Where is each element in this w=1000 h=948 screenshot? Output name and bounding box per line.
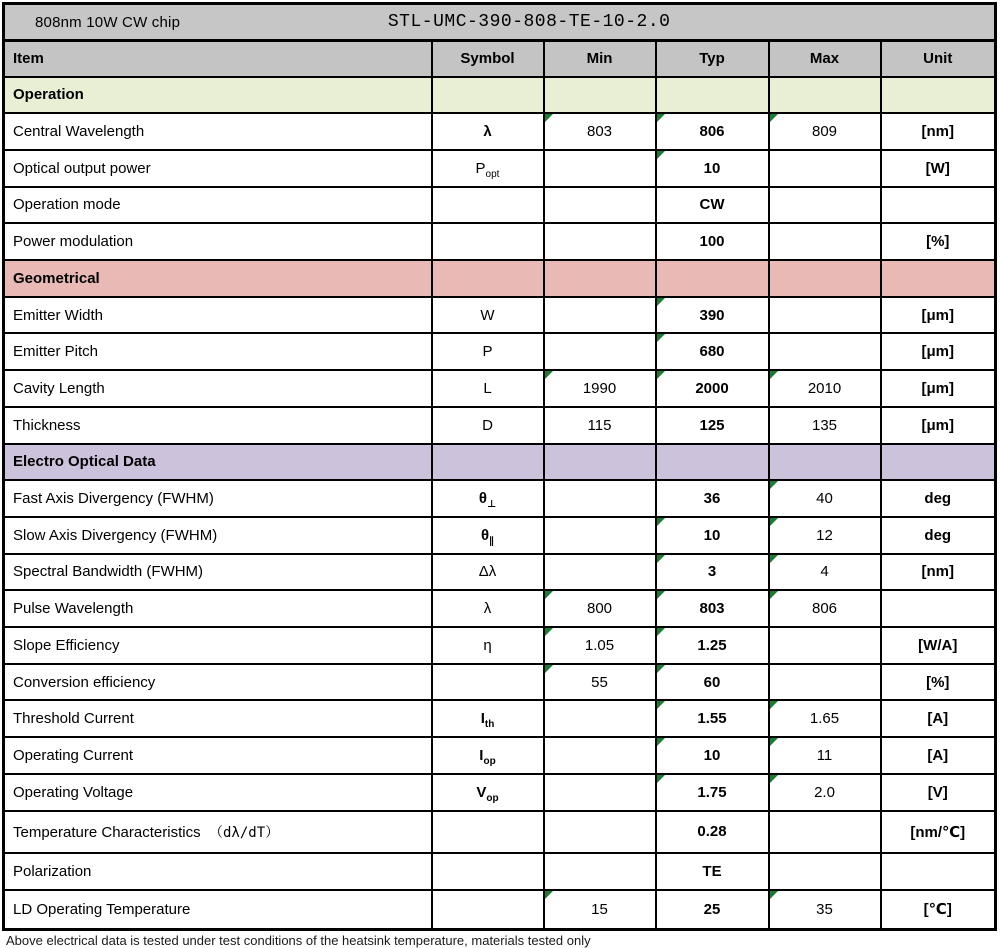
section-row-electro-optical-data [4, 444, 996, 481]
cell-unit: [℃] [881, 890, 996, 930]
cell-flag-triangle-icon [657, 151, 665, 159]
table-row [4, 223, 996, 260]
cell-item: Central Wavelength [4, 113, 432, 150]
table-row [4, 480, 996, 517]
section-cell [769, 77, 881, 114]
cell-item: Spectral Bandwidth (FWHM) [4, 554, 432, 591]
cell-typ: 100 [656, 223, 769, 260]
cell-min: 800 [544, 590, 656, 627]
cell-flag-triangle-icon [657, 114, 665, 122]
column-header-typ: Typ [656, 41, 769, 77]
cell-item: Optical output power [4, 150, 432, 187]
cell-min [544, 150, 656, 187]
column-header-row [4, 41, 996, 77]
cell-flag-triangle-icon [657, 665, 665, 673]
cell-typ: 1.25 [656, 627, 769, 664]
cell-max [769, 627, 881, 664]
cell-item: Polarization [4, 853, 432, 890]
section-cell [769, 444, 881, 481]
section-cell [769, 260, 881, 297]
cell-max [769, 297, 881, 334]
product-name: 808nm 10W CW chip [35, 13, 181, 31]
cell-min [544, 517, 656, 554]
table-row [4, 150, 996, 187]
section-label: Electro Optical Data [4, 444, 432, 481]
section-cell [432, 260, 544, 297]
cell-max [769, 333, 881, 370]
cell-symbol: $P_{opt}$ [432, 150, 544, 187]
cell-min [544, 853, 656, 890]
cell-min [544, 554, 656, 591]
section-cell [544, 444, 656, 481]
cell-max [769, 853, 881, 890]
cell-symbol: $V_{op}$ [432, 774, 544, 811]
cell-symbol: λ [432, 113, 544, 150]
table-row [4, 590, 996, 627]
cell-item: Power modulation [4, 223, 432, 260]
footnote-partial: Above electrical data is tested under test conditions of the heatsink temperature, materials tested only [6, 933, 591, 948]
cell-unit [881, 590, 996, 627]
cell-min [544, 774, 656, 811]
cell-min: 803 [544, 113, 656, 150]
cell-symbol [432, 664, 544, 701]
cell-max: 2.0 [769, 774, 881, 811]
cell-typ: TE [656, 853, 769, 890]
section-cell [656, 77, 769, 114]
table-row [4, 890, 996, 930]
cell-symbol: $I_{op}$ [432, 737, 544, 774]
cell-unit: [W] [881, 150, 996, 187]
cell-flag-triangle-icon [545, 891, 553, 899]
column-header-unit: Unit [881, 41, 996, 77]
cell-symbol: $I_{th}$ [432, 700, 544, 737]
cell-flag-triangle-icon [657, 371, 665, 379]
cell-max: 11 [769, 737, 881, 774]
cell-flag-triangle-icon [545, 665, 553, 673]
cell-typ: 60 [656, 664, 769, 701]
cell-typ: 680 [656, 333, 769, 370]
cell-item: Cavity Length [4, 370, 432, 407]
cell-item: Thickness [4, 407, 432, 444]
table-row [4, 297, 996, 334]
cell-min [544, 333, 656, 370]
cell-min [544, 223, 656, 260]
cell-typ: 2000 [656, 370, 769, 407]
cell-flag-triangle-icon [545, 628, 553, 636]
table-row [4, 113, 996, 150]
cell-symbol [432, 890, 544, 930]
cell-max: 2010 [769, 370, 881, 407]
cell-flag-triangle-icon [770, 591, 778, 599]
cell-symbol [432, 853, 544, 890]
cell-unit: [A] [881, 737, 996, 774]
column-header-item: Item [4, 41, 432, 77]
cell-min: 1.05 [544, 627, 656, 664]
cell-flag-triangle-icon [770, 738, 778, 746]
column-header-max: Max [769, 41, 881, 77]
cell-symbol: D [432, 407, 544, 444]
cell-item: Operating Current [4, 737, 432, 774]
section-cell [432, 444, 544, 481]
cell-max: 4 [769, 554, 881, 591]
cell-item: Slope Efficiency [4, 627, 432, 664]
cell-symbol: P [432, 333, 544, 370]
cell-item: Conversion efficiency [4, 664, 432, 701]
cell-item: Pulse Wavelength [4, 590, 432, 627]
cell-unit: [nm] [881, 113, 996, 150]
table-row [4, 517, 996, 554]
cell-unit: [μm] [881, 407, 996, 444]
cell-flag-triangle-icon [657, 591, 665, 599]
cell-max: 12 [769, 517, 881, 554]
cell-min [544, 187, 656, 224]
cell-unit: [%] [881, 664, 996, 701]
cell-unit [881, 853, 996, 890]
cell-min [544, 811, 656, 854]
cell-unit: [nm/℃] [881, 811, 996, 854]
cell-min [544, 700, 656, 737]
column-header-symbol: Symbol [432, 41, 544, 77]
cell-item: LD Operating Temperature [4, 890, 432, 930]
table-row [4, 774, 996, 811]
cell-unit: deg [881, 517, 996, 554]
cell-unit: [%] [881, 223, 996, 260]
cell-symbol: $\theta_\parallel$ [432, 517, 544, 554]
cell-min: 115 [544, 407, 656, 444]
cell-typ: 0.28 [656, 811, 769, 854]
cell-symbol: W [432, 297, 544, 334]
cell-symbol: λ [432, 590, 544, 627]
cell-min [544, 480, 656, 517]
table-row [4, 664, 996, 701]
cell-max [769, 223, 881, 260]
section-cell [432, 77, 544, 114]
cell-min: 55 [544, 664, 656, 701]
cell-unit [881, 187, 996, 224]
cell-item: Threshold Current [4, 700, 432, 737]
cell-max [769, 187, 881, 224]
cell-flag-triangle-icon [657, 555, 665, 563]
cell-typ: 125 [656, 407, 769, 444]
table-row [4, 737, 996, 774]
cell-typ: 1.55 [656, 700, 769, 737]
cell-symbol [432, 187, 544, 224]
section-cell [544, 77, 656, 114]
spec-table [2, 2, 997, 931]
table-row [4, 370, 996, 407]
cell-flag-triangle-icon [770, 891, 778, 899]
cell-flag-triangle-icon [657, 518, 665, 526]
cell-flag-triangle-icon [770, 555, 778, 563]
cell-symbol [432, 811, 544, 854]
table-row [4, 407, 996, 444]
cell-min: 15 [544, 890, 656, 930]
cell-item: Slow Axis Divergency (FWHM) [4, 517, 432, 554]
cell-max: 806 [769, 590, 881, 627]
cell-flag-triangle-icon [770, 775, 778, 783]
cell-flag-triangle-icon [657, 701, 665, 709]
cell-unit: [nm] [881, 554, 996, 591]
cell-unit: [A] [881, 700, 996, 737]
cell-typ: 390 [656, 297, 769, 334]
column-header-min: Min [544, 41, 656, 77]
cell-typ: 36 [656, 480, 769, 517]
table-row [4, 811, 996, 854]
cell-symbol: $\theta_\perp$ [432, 480, 544, 517]
cell-symbol: η [432, 627, 544, 664]
cell-max: 1.65 [769, 700, 881, 737]
section-label: Geometrical [4, 260, 432, 297]
table-row [4, 853, 996, 890]
cell-min [544, 297, 656, 334]
section-cell [881, 77, 996, 114]
cell-flag-triangle-icon [770, 518, 778, 526]
cell-typ: 10 [656, 150, 769, 187]
cell-symbol: Δλ [432, 554, 544, 591]
cell-item: Operating Voltage [4, 774, 432, 811]
cell-flag-triangle-icon [657, 298, 665, 306]
cell-typ: 1.75 [656, 774, 769, 811]
cell-flag-triangle-icon [657, 738, 665, 746]
section-cell [656, 444, 769, 481]
cell-typ: 803 [656, 590, 769, 627]
table-row [4, 627, 996, 664]
cell-item: Temperature Characteristics （dλ/dT） [4, 811, 432, 854]
section-cell [544, 260, 656, 297]
cell-flag-triangle-icon [545, 371, 553, 379]
cell-item: Fast Axis Divergency (FWHM) [4, 480, 432, 517]
cell-flag-triangle-icon [770, 371, 778, 379]
cell-flag-triangle-icon [657, 334, 665, 342]
cell-item: Operation mode [4, 187, 432, 224]
cell-item: Emitter Width [4, 297, 432, 334]
cell-unit: [V] [881, 774, 996, 811]
section-label: Operation [4, 77, 432, 114]
table-row [4, 333, 996, 370]
cell-flag-triangle-icon [657, 775, 665, 783]
cell-max: 35 [769, 890, 881, 930]
cell-typ: 3 [656, 554, 769, 591]
section-row-geometrical [4, 260, 996, 297]
cell-max [769, 811, 881, 854]
cell-max: 809 [769, 113, 881, 150]
cell-max: 135 [769, 407, 881, 444]
section-row-operation [4, 77, 996, 114]
cell-flag-triangle-icon [770, 481, 778, 489]
cell-symbol [432, 223, 544, 260]
section-cell [656, 260, 769, 297]
cell-typ: 10 [656, 737, 769, 774]
cell-unit: [W/A] [881, 627, 996, 664]
cell-typ: 10 [656, 517, 769, 554]
cell-flag-triangle-icon [770, 114, 778, 122]
cell-symbol: L [432, 370, 544, 407]
cell-flag-triangle-icon [657, 628, 665, 636]
section-cell [881, 444, 996, 481]
cell-unit: [μm] [881, 297, 996, 334]
table-row [4, 700, 996, 737]
cell-typ: 806 [656, 113, 769, 150]
cell-typ: CW [656, 187, 769, 224]
cell-min: 1990 [544, 370, 656, 407]
part-number: STL-UMC-390-808-TE-10-2.0 [387, 12, 671, 32]
title-bar [4, 4, 996, 41]
cell-item: Emitter Pitch [4, 333, 432, 370]
cell-max: 40 [769, 480, 881, 517]
table-row [4, 554, 996, 591]
cell-flag-triangle-icon [545, 591, 553, 599]
cell-flag-triangle-icon [770, 701, 778, 709]
cell-typ: 25 [656, 890, 769, 930]
cell-max [769, 150, 881, 187]
cell-unit: [μm] [881, 370, 996, 407]
cell-unit: [μm] [881, 333, 996, 370]
cell-min [544, 737, 656, 774]
cell-flag-triangle-icon [545, 114, 553, 122]
cell-max [769, 664, 881, 701]
table-row [4, 187, 996, 224]
section-cell [881, 260, 996, 297]
cell-unit: deg [881, 480, 996, 517]
